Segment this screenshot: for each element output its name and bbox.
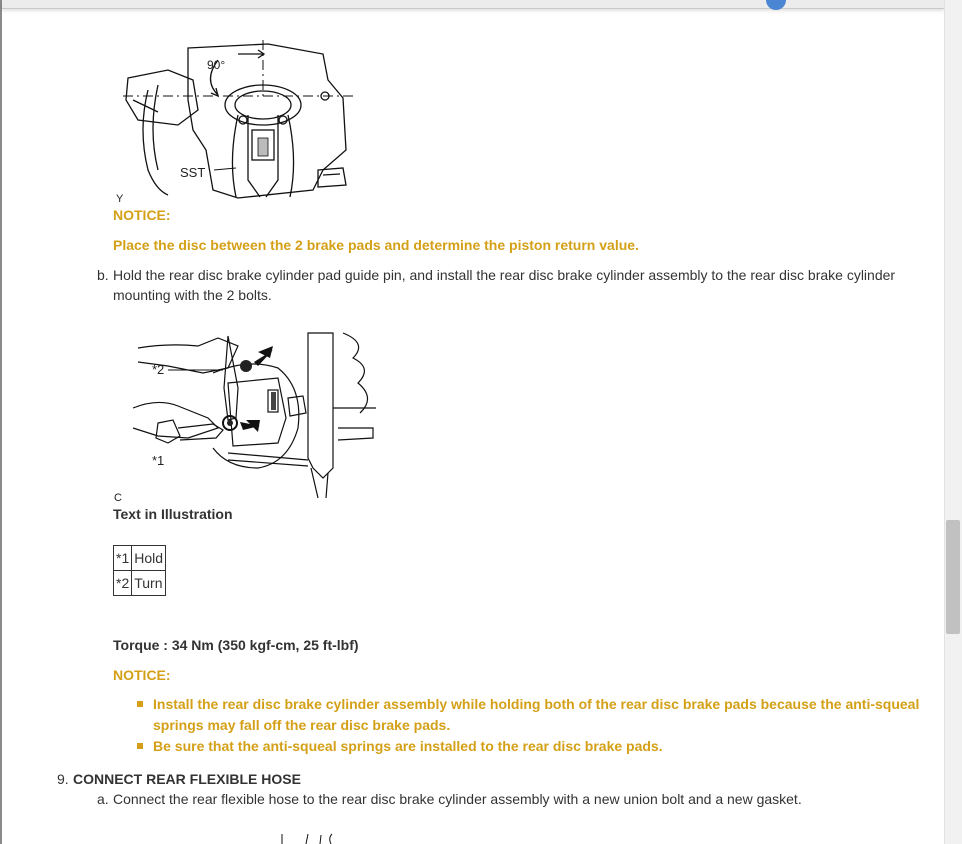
- step-b-text: [113, 265, 933, 305]
- notice-2-list: [137, 694, 937, 757]
- fig2-code: C: [114, 492, 122, 504]
- scrollbar-thumb[interactable]: [946, 520, 960, 634]
- legend-key: *1: [114, 546, 132, 571]
- list-item: [137, 736, 937, 757]
- step-b-line1: Hold the rear disc brake cylinder pad guide pin, and install the rear disc brake cylinder assembly to the rear disc brake cylinder: [113, 267, 896, 283]
- torque-spec: Torque : 34 Nm (350 kgf-cm, 25 ft-lbf): [113, 637, 359, 653]
- legend-key: *2: [114, 571, 132, 596]
- app-icon[interactable]: [766, 0, 786, 10]
- step-9a-letter: a.: [97, 791, 109, 807]
- notice-2-item-2: Be sure that the anti-squeal springs are installed to the rear disc brake pads.: [153, 738, 663, 754]
- hose-illustration-partial: [276, 832, 346, 844]
- legend-value: Hold: [132, 546, 166, 571]
- fig1-90-label: 90°: [207, 58, 226, 72]
- step-9a-text: Connect the rear flexible hose to the rear disc brake cylinder assembly with a new union bolt and a new gasket.: [113, 791, 802, 807]
- caliper-install-illustration: [128, 328, 378, 500]
- fig2-label-2: *2: [152, 362, 165, 377]
- legend-value: Turn: [132, 571, 166, 596]
- bullet-icon: [137, 743, 143, 749]
- vertical-scrollbar[interactable]: [944, 0, 962, 844]
- window-frame-left: [0, 0, 2, 844]
- caliper-sst-illustration: [118, 40, 358, 200]
- legend-row: [114, 571, 166, 596]
- notice-heading-2: NOTICE:: [113, 667, 171, 683]
- step-9-number: 9.: [57, 771, 69, 787]
- legend-row: [114, 546, 166, 571]
- step-9-title: CONNECT REAR FLEXIBLE HOSE: [73, 771, 301, 787]
- fig1-code: Y: [116, 193, 124, 205]
- illustration-legend-table: [113, 545, 166, 596]
- bullet-icon: [137, 701, 143, 707]
- list-item: [137, 694, 937, 736]
- illustration-caption: Text in Illustration: [113, 506, 233, 522]
- step-b-line2: mounting with the 2 bolts.: [113, 287, 272, 303]
- notice-text-1: Place the disc between the 2 brake pads and determine the piston return value.: [113, 237, 639, 253]
- notice-2-item-1: Install the rear disc brake cylinder assembly while holding both of the rear disc brake pads because the anti-squeal springs may fall off the rear disc brake pads.: [153, 696, 920, 733]
- top-toolbar: [2, 0, 944, 9]
- notice-heading-1: NOTICE:: [113, 207, 171, 223]
- fig1-sst-label: SST: [180, 165, 206, 180]
- fig2-label-1: *1: [152, 453, 165, 468]
- step-b-letter: b.: [97, 267, 109, 283]
